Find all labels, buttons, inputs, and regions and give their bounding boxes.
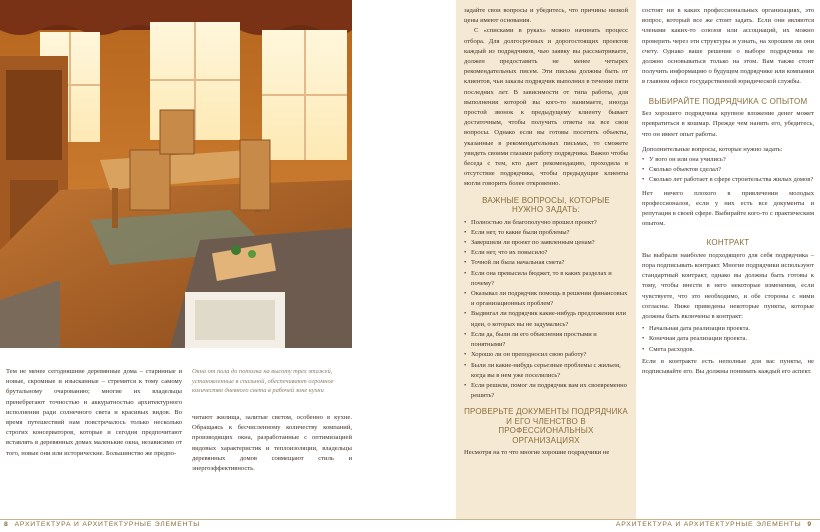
list-item: • Сколько лет работает в сфере строительства жилых домов?: [642, 175, 814, 185]
list-item: • Точной ли была начальная смета?: [464, 258, 628, 268]
list-item: • Полностью ли благополучно прошел проект?: [464, 218, 628, 228]
right-col2-para1: состоят ни в каких профессиональных организациях, это вопрос, который все же стоит задать. Если они являются членами каких-то союзов или ассоциаций, их можно проверить через эти структуры и узнать, на хорошем ли они счету. Однако ваше решение о выборе подрядчика не должно основываться только на этом. Вам также стоит получить информацию о будущем подрядчике или компании в главном офисе государственной юридической службы.: [642, 7, 814, 86]
list-item: • Смета расходов.: [642, 345, 814, 355]
list-item: • Если решили, помог ли подрядчик вам их своевременно решить?: [464, 381, 628, 401]
list-item: • Были ли какие-нибудь серьезные проблемы с жильем, когда вы в нем уже поселились?: [464, 361, 628, 381]
list-item: • Если она превысила бюджет, то в каких разделах и почему?: [464, 269, 628, 289]
contract-items-list: [642, 324, 814, 355]
extra-questions-intro: Дополнительные вопросы, которые нужно задать:: [642, 145, 783, 153]
list-item: • Выдвигал ли подрядчик какие-нибудь предложения или идеи, о которых вы не задумались?: [464, 309, 628, 329]
footer-title-right: АРХИТЕКТУРА И АРХИТЕКТУРНЫЕ ЭЛЕМЕНТЫ: [615, 521, 802, 528]
right-col1-para1: задайте свои вопросы и убедитесь, что причины низкой цены имеют основания.: [464, 7, 628, 25]
right-column-2: [642, 6, 814, 377]
verify-heading: ПРОВЕРЬТЕ ДОКУМЕНТЫ ПОДРЯДЧИКА И ЕГО ЧЛЕНСТВО В ПРОФЕССИОНАЛЬНЫХ ОРГАНИЗАЦИЯХ: [464, 407, 628, 445]
page-number-left: 8: [4, 521, 9, 528]
list-item: • Оказывал ли подрядчик помощь в решении финансовых и организационных проблем?: [464, 289, 628, 309]
choose-text: Без хорошего подрядчика крупное вложение денег может превратиться в кошмар. Прежде чем нанять его, убедитесь, что он имеет опыт работы.: [642, 110, 814, 138]
contract-tail: Если в контракте есть неполные для вас пункты, не подписывайте его. Вы должны понимать каждый его аспект.: [642, 357, 814, 376]
questions-list: [464, 218, 628, 402]
verify-text: Несмотря на то что многие хорошие подрядчики не: [464, 449, 610, 457]
contract-text: Вы выбрали наиболее подходящего для себя подрядчика – пора подписывать контракт. Многие подрядчики используют стандартный контракт, однако вы должны быть готовы к тому, чтобы внести в него некоторые изменения, если чувствуете, что это необходимо, и обе стороны с ними согласны. Ниже приведены некоторые пункты, которые должны быть включены в контракт:: [642, 251, 814, 321]
list-item: • Начальная дата реализации проекта.: [642, 324, 814, 334]
footer-left: [0, 518, 410, 532]
right-column-1: [464, 6, 628, 459]
intro-paragraph: Тем не менее сегодняшние деревянные дома – старинные и новые, скромные и изысканные – стремятся к тому самому брутальному очарованию; многие их владельцы пренебрегают точностью и аккуратностью архитектурного исполнения ради солнечного света и красивых видов. Во время путешествий нам повстречалось только несколько строгих консерваторов, которые и сегодня предпочитают вставлять в деревянных домах маленькие окна, независимо от того, новые они или исторические. Большинство же предпо-: [6, 368, 182, 457]
contract-heading: КОНТРАКТ: [706, 238, 750, 248]
extra-questions-list: [642, 155, 814, 186]
left-column-2-text: читают жилища, залитые светом, особенно в кухне. Обращаясь к бесчисленному количеству компаний, производящих окна, разработанные с оптимизацией видовых характеристик и теплоизоляции, владельцы деревянных домов совмещают стиль и энергоэффективность.: [192, 414, 352, 473]
list-item: • Завершили ли проект по заявленным ценам?: [464, 238, 628, 248]
list-item: • Если нет, то какие были проблемы?: [464, 228, 628, 238]
list-item: • Сколько объектов сделал?: [642, 165, 814, 175]
list-item: • Если нет, что их повысило?: [464, 248, 628, 258]
photo-caption: Окна от пола до потолка на высоту трех этажей, установленные в спальной, обеспечивают огромное количество дневного света в рабочей зоне кухни: [192, 368, 334, 395]
list-item: • Конечная дата реализации проекта.: [642, 334, 814, 344]
right-col1-para2: С «списками в руках» можно начинать процесс отбора. Для долгосрочных и дорогостоящих проектов каждый из подрядчиков, чью заявку вы рассматриваете, должен предоставить не менее четырех рекомендательных писем. Эти письма должны быть от клиентов, чьи заказы подрядчик выполнил в течение пяти последних лет. В зависимости от типа работы, для выполнения которой вы кого-то нанимаете, иногда простой звонок к предыдущему клиенту бывает достаточным, чтобы получить ответы на все свои вопросы. Однако если вы готовы посетить объекты, указанные в рекомендательных письмах, то сможете увидеть своими глазами работу подрядчика. Важно чтобы беседа с тем, кто дает рекомендацию, проходила в отсутствие подрядчика, чтобы предыдущие клиенты могли говорить более откровенно.: [464, 27, 628, 188]
choose-heading: ВЫБИРАЙТЕ ПОДРЯДЧИКА С ОПЫТОМ: [648, 96, 808, 106]
list-item: • Хорошо ли он преподносил свою работу?: [464, 350, 628, 360]
kitchen-dining-room-photo: [0, 0, 352, 348]
questions-heading: ВАЖНЫЕ ВОПРОСЫ, КОТОРЫЕ НУЖНО ЗАДАТЬ:: [482, 195, 610, 215]
list-item: • У вого он или она учились?: [642, 155, 814, 165]
extra-text: Нет ничего плохого в привлечении молодых профессионалов, если у них есть все документы и репутация в своей сфере. Выбирайте кого-то с практическим опытом.: [642, 189, 814, 228]
footer-right: [410, 518, 820, 532]
page-number-right: 9: [807, 521, 812, 528]
list-item: • Если да, были ли его объяснения простыми и понятными?: [464, 330, 628, 350]
footer-title-left: АРХИТЕКТУРА И АРХИТЕКТУРНЫЕ ЭЛЕМЕНТЫ: [14, 521, 201, 528]
